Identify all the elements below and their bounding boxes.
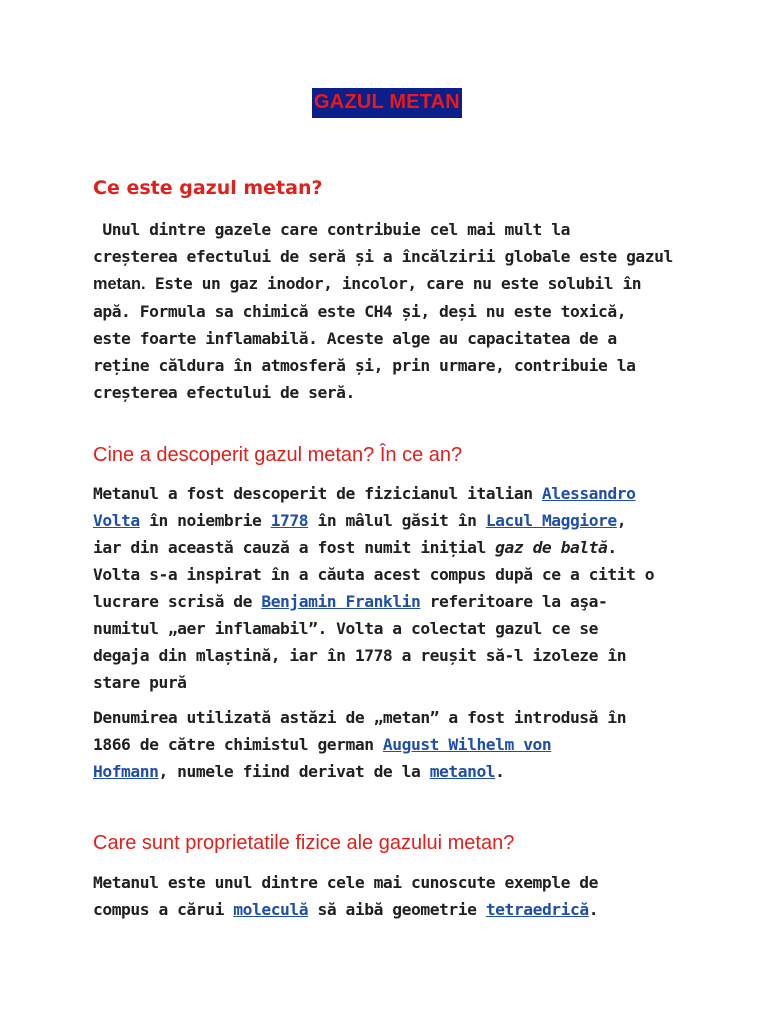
text-line bbox=[93, 731, 673, 758]
paragraph-what-is-methane bbox=[93, 216, 673, 406]
text-line bbox=[93, 270, 673, 298]
text-fragment: în noiembrie bbox=[139, 511, 271, 530]
text-line bbox=[93, 534, 673, 561]
heading-physical-properties: Care sunt proprietatile fizice ale gazului metan? bbox=[93, 832, 515, 854]
bold-term-metan: metan. bbox=[93, 275, 146, 293]
text-line: apă. Formula sa chimică este CH4 și, deși nu este toxică, bbox=[93, 302, 627, 321]
text-line: Unul dintre gazele care contribuie cel mai mult la bbox=[93, 220, 570, 239]
text-fragment: să aibă geometrie bbox=[308, 900, 486, 919]
text-fragment: . bbox=[607, 538, 617, 557]
text-fragment: referitoare la aşa- bbox=[420, 592, 608, 611]
link-august-wilhelm-von-hofmann[interactable]: August Wilhelm von bbox=[382, 735, 552, 754]
text-line: numitul „aer inflamabil”. Volta a colectat gazul ce se bbox=[93, 619, 599, 638]
text-line: reține căldura în atmosferă și, prin urmare, contribuie la bbox=[93, 356, 636, 375]
text-line: Metanul este unul dintre cele mai cunoscute exemple de bbox=[93, 873, 599, 892]
link-molecula[interactable]: moleculă bbox=[233, 900, 309, 919]
text-line bbox=[93, 588, 673, 615]
text-fragment: lucrare scrisă de bbox=[93, 592, 262, 611]
link-1778[interactable]: 1778 bbox=[270, 511, 309, 530]
text-fragment: 1866 de către chimistul german bbox=[93, 735, 383, 754]
title-wrap bbox=[0, 88, 768, 118]
text-fragment: Este un gaz inodor, incolor, care nu este solubil în bbox=[145, 274, 642, 293]
text-fragment: . bbox=[588, 900, 599, 919]
text-line bbox=[93, 758, 673, 785]
italic-gaz-de-balta: gaz de baltă bbox=[495, 538, 608, 557]
text-line: degaja din mlaștină, iar în 1778 a reușit să-l izoleze în bbox=[93, 646, 627, 665]
text-line: este foarte inflamabilă. Aceste alge au capacitatea de a bbox=[93, 329, 617, 348]
text-fragment: în mâlul găsit în bbox=[308, 511, 486, 530]
paragraph-physical-properties bbox=[93, 869, 673, 923]
text-fragment: compus a cărui bbox=[93, 900, 234, 919]
text-fragment: Metanul a fost descoperit de fizicianul italian bbox=[93, 484, 542, 503]
text-fragment: iar din această cauză a fost numit inițial bbox=[93, 538, 496, 557]
text-line bbox=[93, 896, 673, 923]
heading-who-discovered: Cine a descoperit gazul metan? În ce an? bbox=[93, 444, 463, 466]
heading-what-is-methane: Ce este gazul metan? bbox=[93, 177, 323, 199]
text-fragment: . bbox=[495, 762, 505, 781]
text-line: stare pură bbox=[93, 673, 187, 692]
document-title: GAZUL METAN bbox=[312, 88, 462, 118]
text-line: creșterea efectului de seră. bbox=[93, 383, 355, 402]
link-tetraedrica[interactable]: tetraedrică bbox=[485, 900, 589, 919]
text-fragment: , numele fiind derivat de la bbox=[158, 762, 430, 781]
text-line bbox=[93, 480, 673, 507]
text-line: creșterea efectului de seră și a încălzirii globale este gazul bbox=[93, 247, 673, 266]
link-hofmann-cont[interactable]: Hofmann bbox=[93, 762, 159, 781]
paragraph-naming bbox=[93, 704, 673, 785]
text-line: Denumirea utilizată astăzi de „metan” a fost introdusă în bbox=[93, 708, 627, 727]
text-fragment: , bbox=[616, 511, 627, 530]
link-metanol[interactable]: metanol bbox=[429, 762, 496, 781]
paragraph-discovery bbox=[93, 480, 673, 696]
link-benjamin-franklin[interactable]: Benjamin Franklin bbox=[261, 592, 421, 611]
link-alessandro-volta-cont[interactable]: Volta bbox=[93, 511, 140, 530]
link-lacul-maggiore[interactable]: Lacul Maggiore bbox=[485, 511, 617, 530]
text-line bbox=[93, 507, 673, 534]
text-line: Volta s-a inspirat în a căuta acest compus după ce a citit o bbox=[93, 565, 655, 584]
link-alessandro-volta[interactable]: Alessandro bbox=[541, 484, 636, 503]
